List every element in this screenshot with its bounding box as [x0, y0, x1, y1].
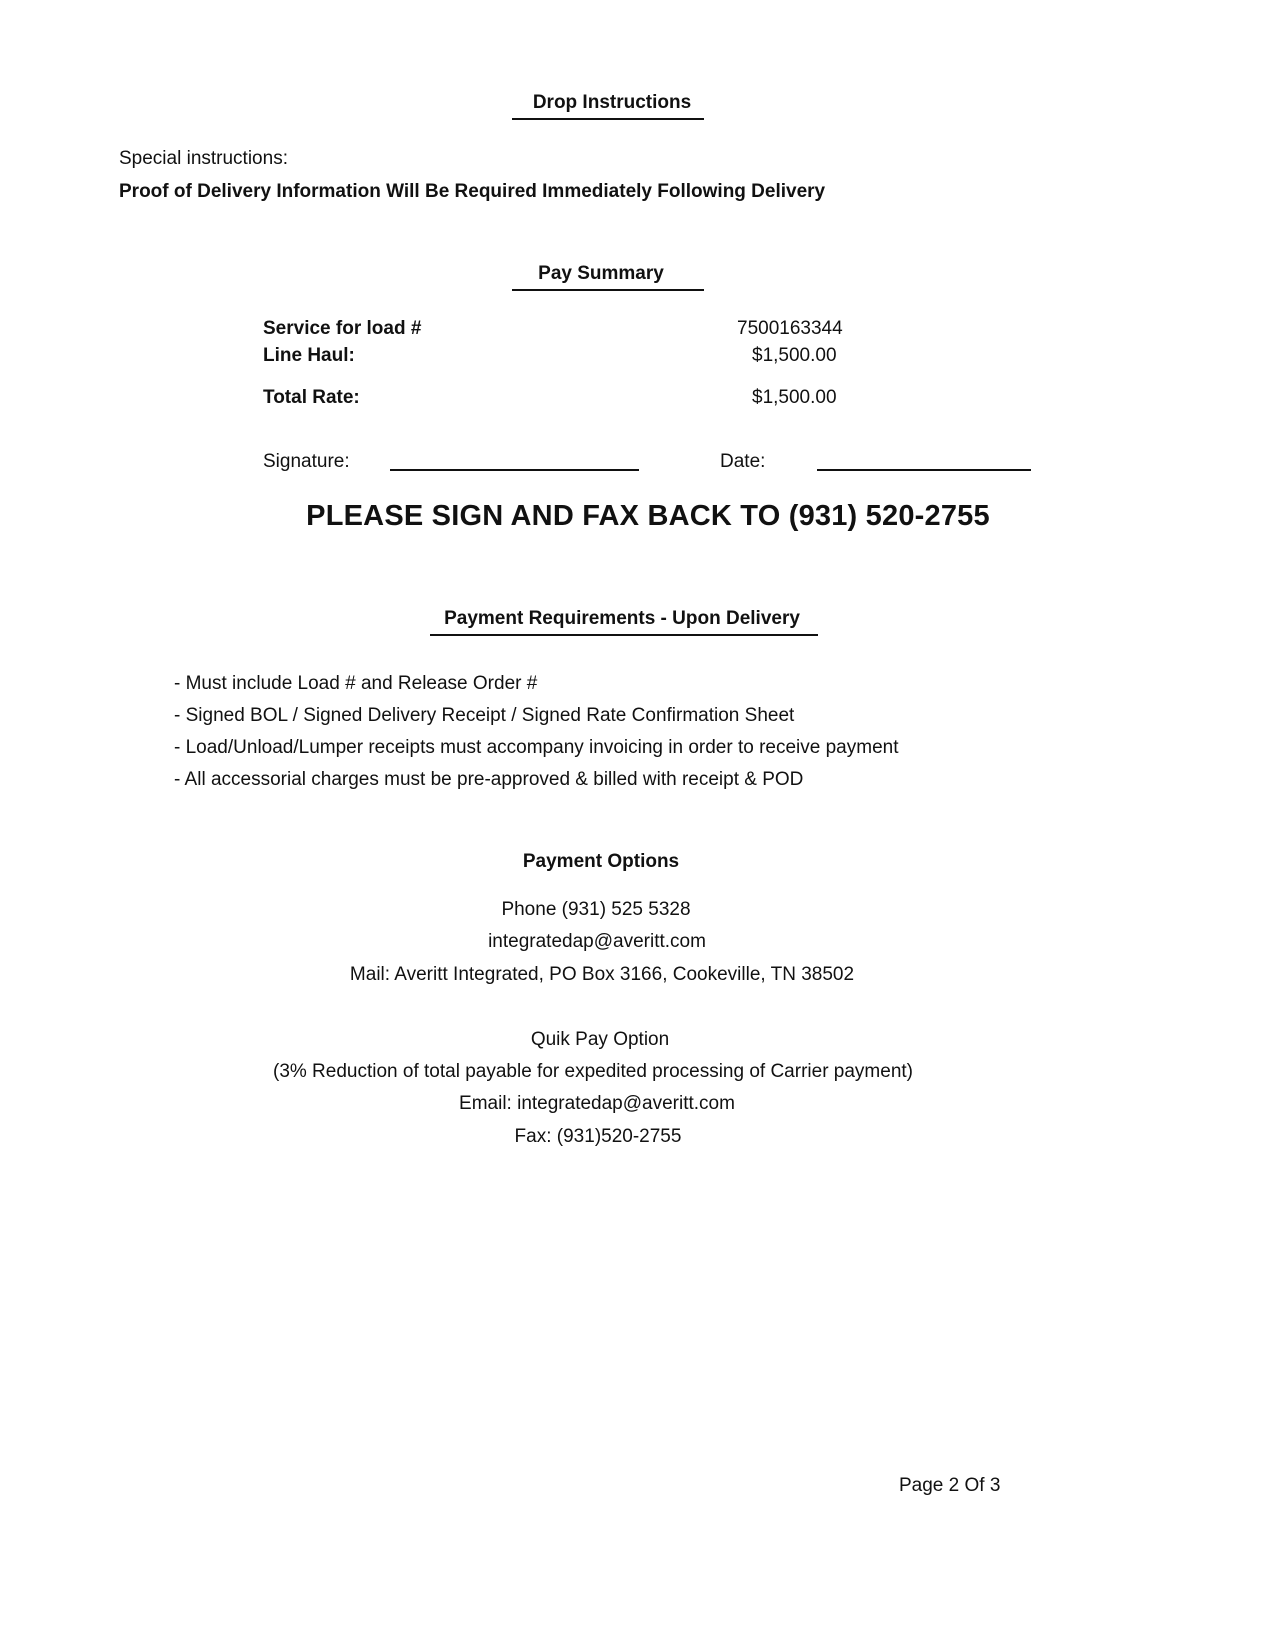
fax-back-notice: PLEASE SIGN AND FAX BACK TO (931) 520-2755 [306, 500, 990, 532]
date-label: Date: [720, 451, 766, 472]
payment-requirements-underline [430, 634, 818, 636]
line-haul-label: Line Haul: [263, 345, 355, 366]
payment-email[interactable]: integratedap@averitt.com [488, 931, 706, 952]
signature-line[interactable] [390, 469, 639, 471]
quik-pay-fax: Fax: (931)520-2755 [514, 1126, 682, 1147]
special-instructions-text: Proof of Delivery Information Will Be Required Immediately Following Delivery [119, 181, 826, 202]
drop-instructions-underline [512, 118, 704, 120]
requirement-item: - Signed BOL / Signed Delivery Receipt / Signed Rate Confirmation Sheet [174, 705, 795, 726]
requirement-item: - Must include Load # and Release Order # [174, 673, 538, 694]
page-number: Page 2 Of 3 [899, 1475, 1001, 1496]
line-haul-value: $1,500.00 [752, 345, 837, 366]
quik-pay-note: (3% Reduction of total payable for expedited processing of Carrier payment) [272, 1061, 914, 1082]
drop-instructions-heading: Drop Instructions [532, 92, 692, 113]
date-line[interactable] [817, 469, 1031, 471]
service-load-value: 7500163344 [737, 318, 843, 339]
payment-options-heading: Payment Options [522, 851, 680, 872]
pay-summary-underline [512, 289, 704, 291]
special-instructions-label: Special instructions: [119, 148, 288, 169]
pay-summary-heading: Pay Summary [538, 263, 664, 284]
signature-label: Signature: [263, 451, 350, 472]
requirement-item: - Load/Unload/Lumper receipts must accompany invoicing in order to receive payment [174, 737, 899, 758]
total-rate-label: Total Rate: [263, 387, 360, 408]
quik-pay-title: Quik Pay Option [530, 1029, 670, 1050]
service-load-label: Service for load # [263, 318, 422, 339]
total-rate-value: $1,500.00 [752, 387, 837, 408]
payment-phone: Phone (931) 525 5328 [501, 899, 691, 920]
payment-requirements-heading: Payment Requirements - Upon Delivery [444, 608, 800, 629]
payment-mail-address: Mail: Averitt Integrated, PO Box 3166, Cookeville, TN 38502 [349, 964, 855, 985]
requirement-item: - All accessorial charges must be pre-approved & billed with receipt & POD [174, 769, 804, 790]
quik-pay-email[interactable]: Email: integratedap@averitt.com [459, 1093, 735, 1114]
